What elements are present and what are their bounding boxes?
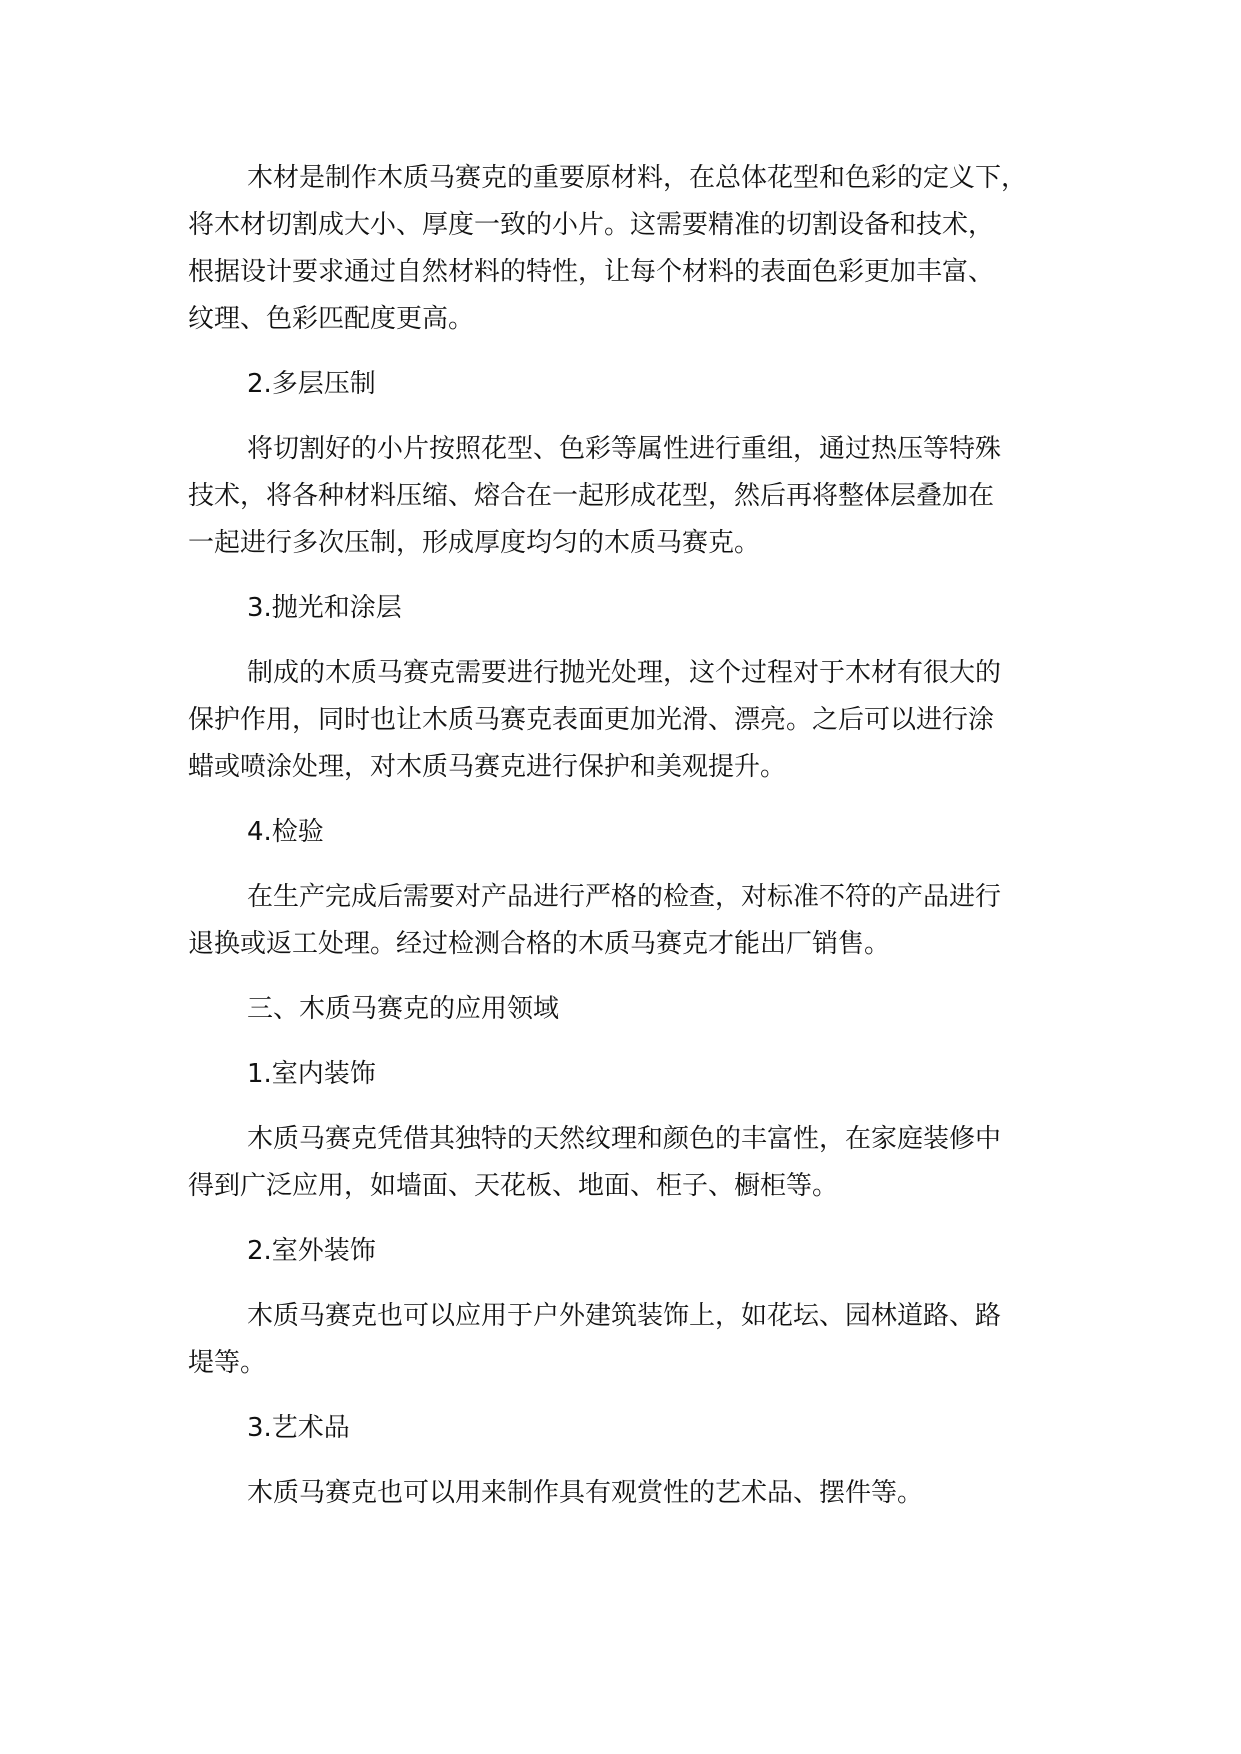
paragraph-artwork: [188, 1470, 1068, 1517]
paragraph-line: 木质马赛克也可以用来制作具有观赏性的艺术品、摆件等。: [247, 1478, 924, 1508]
paragraph-line: 制成的木质马赛克需要进行抛光处理，这个过程对于木材有很大的: [247, 658, 1002, 688]
section-heading-artwork: 3.艺术品: [247, 1413, 350, 1443]
document-page: [188, 155, 1068, 1535]
paragraph-line: 蜡或喷涂处理，对木质马赛克进行保护和美观提升。: [188, 752, 787, 782]
paragraph-line: 根据设计要求通过自然材料的特性，让每个材料的表面色彩更加丰富、: [188, 257, 995, 287]
paragraph-interior: [188, 1116, 1068, 1210]
paragraph-line: 木质马赛克也可以应用于户外建筑装饰上，如花坛、园林道路、路: [247, 1301, 1002, 1331]
paragraph-exterior: [188, 1293, 1068, 1387]
paragraph-line: 在生产完成后需要对产品进行严格的检查，对标准不符的产品进行: [247, 882, 1002, 912]
paragraph-pressing: [188, 426, 1068, 567]
section-heading-interior: 1.室内装饰: [247, 1059, 376, 1089]
paragraph-line: 技术，将各种材料压缩、熔合在一起形成花型，然后再将整体层叠加在: [188, 481, 995, 511]
paragraph-line: 将木材切割成大小、厚度一致的小片。这需要精准的切割设备和技术，: [188, 210, 995, 240]
paragraph-line: 退换或返工处理。经过检测合格的木质马赛克才能出厂销售。: [188, 929, 891, 959]
paragraph-line: 保护作用，同时也让木质马赛克表面更加光滑、漂亮。之后可以进行涂: [188, 705, 995, 735]
paragraph-line: 一起进行多次压制，形成厚度均匀的木质马赛克。: [188, 528, 761, 558]
paragraph-line: 纹理、色彩匹配度更高。: [188, 304, 475, 334]
section-heading-polishing: 3.抛光和涂层: [247, 593, 402, 623]
chapter-heading-applications: 三、木质马赛克的应用领域: [247, 994, 560, 1024]
paragraph-wood-cutting: [188, 155, 1068, 343]
paragraph-line: 得到广泛应用，如墙面、天花板、地面、柜子、橱柜等。: [188, 1171, 839, 1201]
paragraph-line: 堤等。: [188, 1348, 267, 1378]
paragraph-line: 木质马赛克凭借其独特的天然纹理和颜色的丰富性，在家庭装修中: [247, 1124, 1002, 1154]
paragraph-polishing: [188, 650, 1068, 791]
paragraph-inspection: [188, 874, 1068, 968]
paragraph-line: 将切割好的小片按照花型、色彩等属性进行重组，通过热压等特殊: [247, 434, 1002, 464]
section-heading-pressing: 2.多层压制: [247, 369, 376, 399]
section-heading-exterior: 2.室外装饰: [247, 1236, 376, 1266]
paragraph-line: 木材是制作木质马赛克的重要原材料，在总体花型和色彩的定义下，: [247, 163, 1028, 193]
section-heading-inspection: 4.检验: [247, 817, 324, 847]
